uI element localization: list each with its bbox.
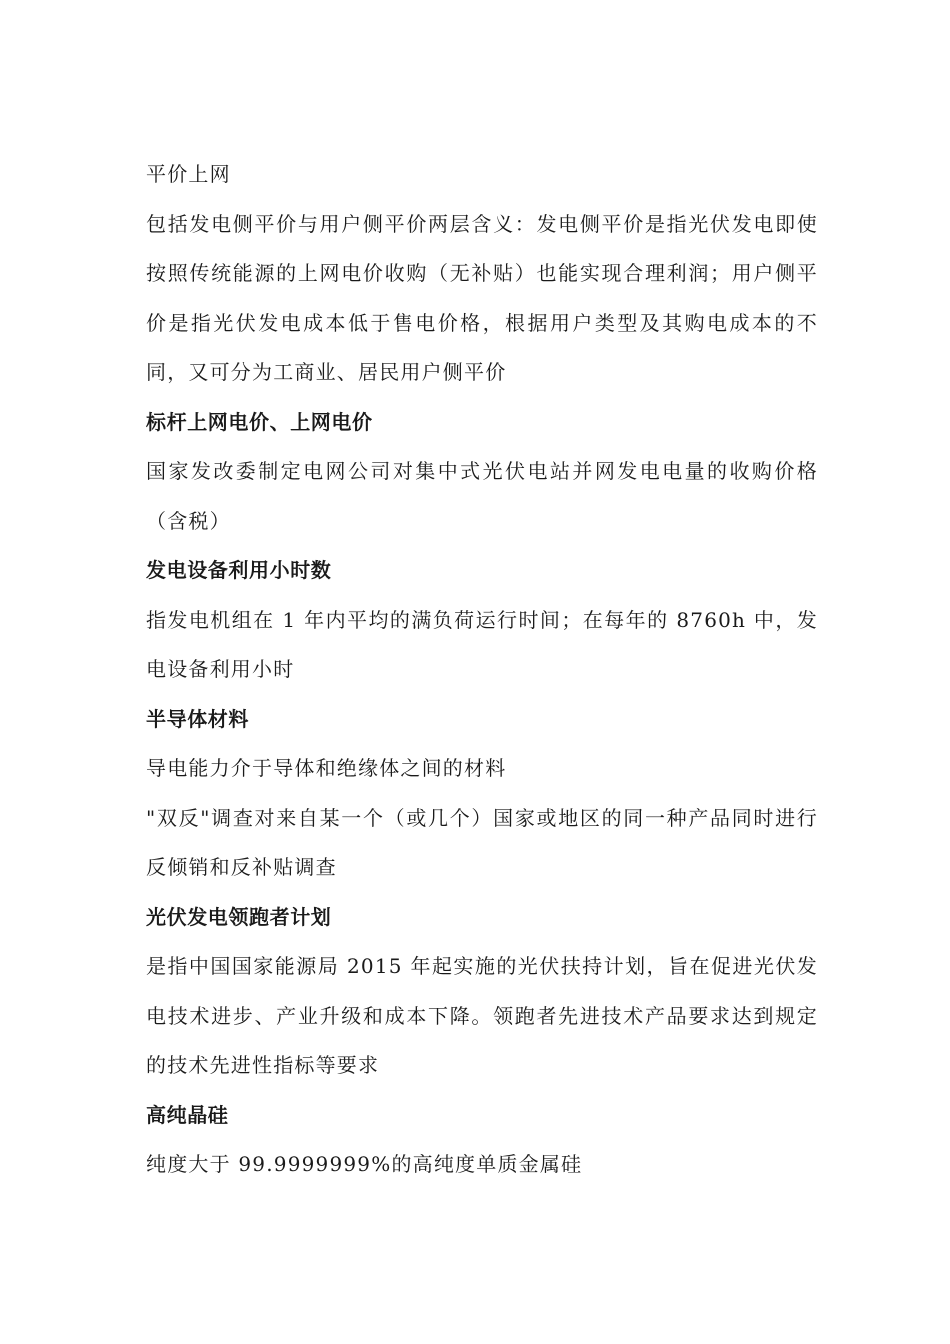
term-definition-extra: "双反"调查对来自某一个（或几个）国家或地区的同一种产品同时进行反倾销和反补贴调查	[146, 805, 818, 879]
term-heading: 高纯晶硅	[146, 1102, 229, 1127]
term-heading: 发电设备利用小时数	[146, 558, 332, 582]
term-heading: 标杆上网电价、上网电价	[146, 409, 373, 434]
term-definition: 指发电机组在 1 年内平均的满负荷运行时间；在每年的 8760h 中，发电设备利用小时	[146, 607, 818, 681]
term-definition: 纯度大于 99.9999999%的高纯度单质金属硅	[146, 1152, 583, 1176]
term-heading: 平价上网	[146, 162, 231, 186]
term-heading: 半导体材料	[146, 706, 249, 731]
document-page	[146, 150, 818, 1190]
term-definition: 是指中国国家能源局 2015 年起实施的光伏扶持计划，旨在促进光伏发电技术进步、产业升级和成本下降。领跑者先进技术产品要求达到规定的技术先进性指标等要求	[146, 954, 818, 1077]
term-heading: 光伏发电领跑者计划	[146, 904, 332, 929]
term-definition: 国家发改委制定电网公司对集中式光伏电站并网发电电量的收购价格（含税）	[146, 459, 818, 533]
term-definition: 导电能力介于导体和绝缘体之间的材料	[146, 756, 507, 780]
term-definition: 包括发电侧平价与用户侧平价两层含义：发电侧平价是指光伏发电即使按照传统能源的上网电价收购（无补贴）也能实现合理利润；用户侧平价是指光伏发电成本低于售电价格，根据用户类型及其购电成本的不同，又可分为工商业、居民用户侧平价	[146, 211, 818, 384]
